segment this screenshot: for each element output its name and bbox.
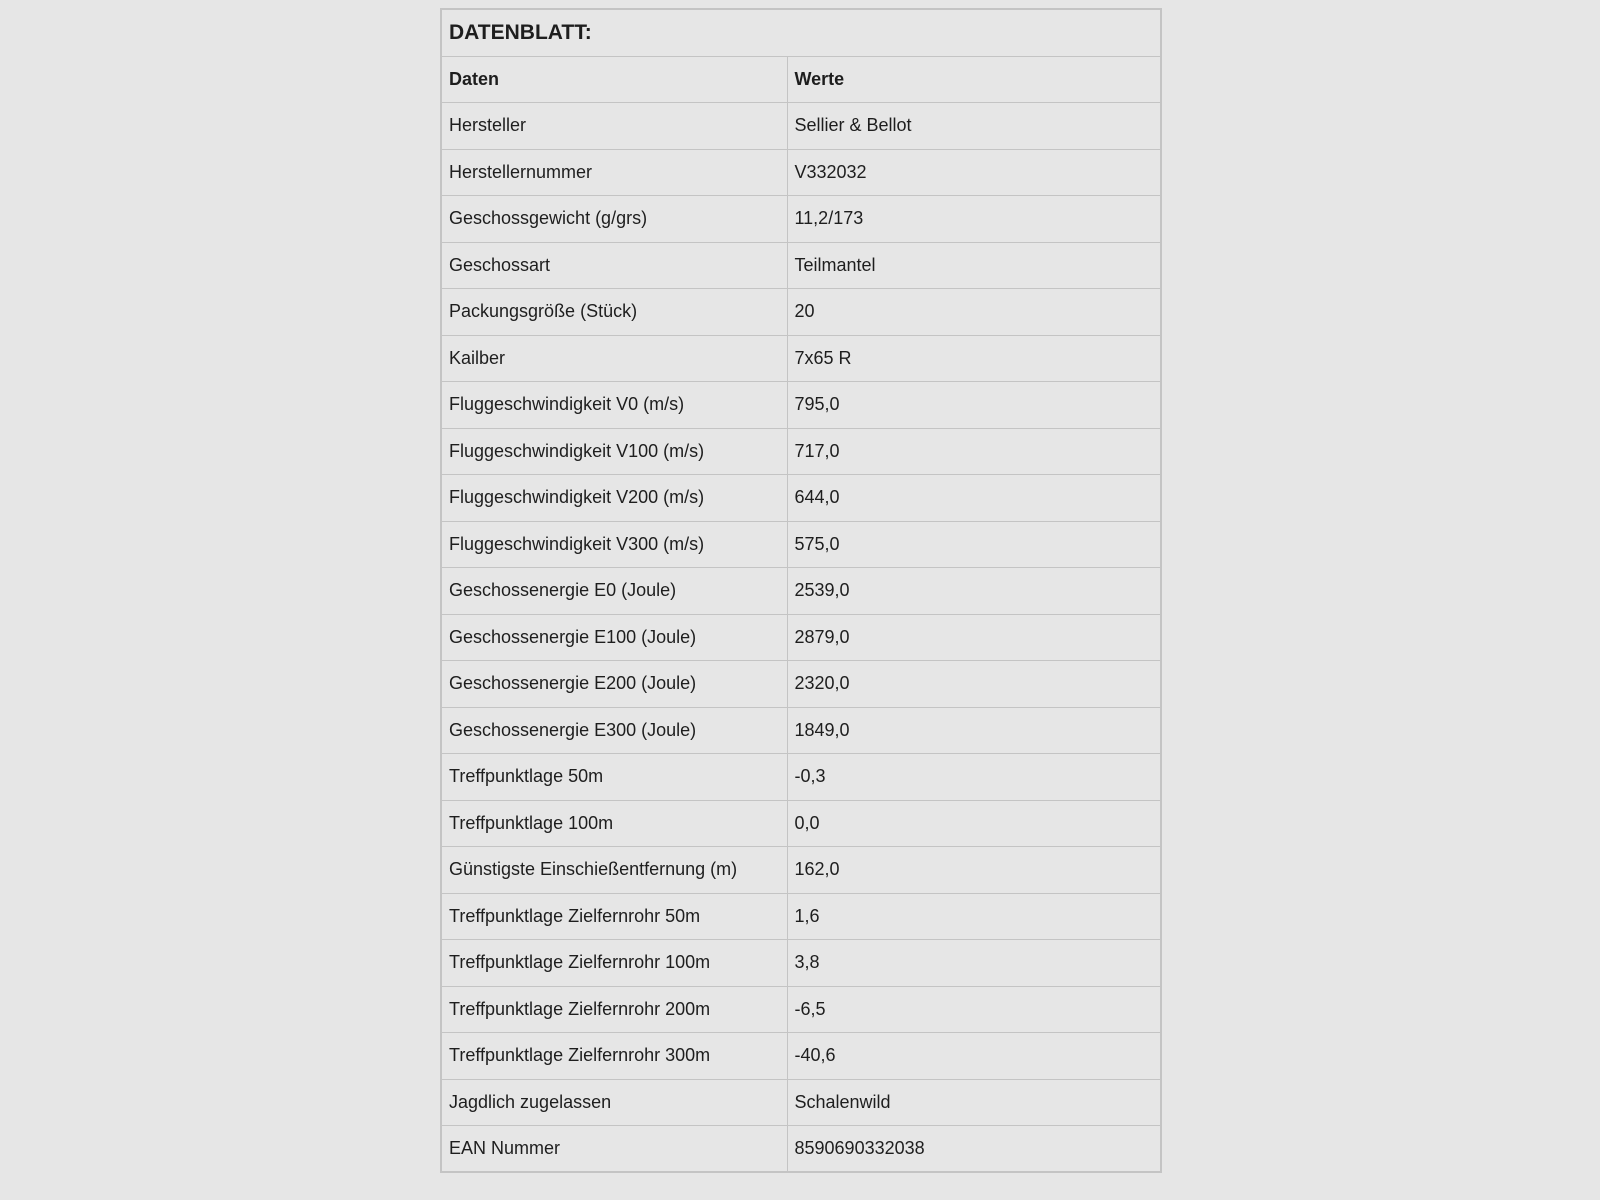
row-label: Treffpunktlage Zielfernrohr 300m xyxy=(441,1033,787,1080)
row-value: 8590690332038 xyxy=(787,1126,1161,1173)
table-row xyxy=(441,568,1161,615)
row-label: Kailber xyxy=(441,335,787,382)
row-value: 2320,0 xyxy=(787,661,1161,708)
table-row xyxy=(441,893,1161,940)
row-label: Geschossenergie E0 (Joule) xyxy=(441,568,787,615)
row-label: Packungsgröße (Stück) xyxy=(441,289,787,336)
table-row xyxy=(441,103,1161,150)
title-row xyxy=(441,9,1161,56)
row-value: Sellier & Bellot xyxy=(787,103,1161,150)
row-value: 795,0 xyxy=(787,382,1161,429)
row-value: 3,8 xyxy=(787,940,1161,987)
datasheet-title: DATENBLATT: xyxy=(441,9,1161,56)
row-value: 2879,0 xyxy=(787,614,1161,661)
row-value: Schalenwild xyxy=(787,1079,1161,1126)
row-label: Hersteller xyxy=(441,103,787,150)
row-value: 575,0 xyxy=(787,521,1161,568)
row-value: 644,0 xyxy=(787,475,1161,522)
row-value: -6,5 xyxy=(787,986,1161,1033)
row-value: 0,0 xyxy=(787,800,1161,847)
datasheet-table xyxy=(440,8,1162,1173)
row-label: Fluggeschwindigkeit V100 (m/s) xyxy=(441,428,787,475)
row-value: -40,6 xyxy=(787,1033,1161,1080)
row-label: Treffpunktlage Zielfernrohr 200m xyxy=(441,986,787,1033)
row-value: 7x65 R xyxy=(787,335,1161,382)
row-value: 162,0 xyxy=(787,847,1161,894)
row-value: Teilmantel xyxy=(787,242,1161,289)
row-label: Günstigste Einschießentfernung (m) xyxy=(441,847,787,894)
table-row xyxy=(441,289,1161,336)
row-label: Fluggeschwindigkeit V200 (m/s) xyxy=(441,475,787,522)
table-row xyxy=(441,661,1161,708)
row-value: 20 xyxy=(787,289,1161,336)
table-row xyxy=(441,940,1161,987)
row-label: Geschossenergie E300 (Joule) xyxy=(441,707,787,754)
row-label: Geschossenergie E200 (Joule) xyxy=(441,661,787,708)
row-value: 1,6 xyxy=(787,893,1161,940)
row-label: Treffpunktlage Zielfernrohr 100m xyxy=(441,940,787,987)
row-label: Geschossgewicht (g/grs) xyxy=(441,196,787,243)
row-value: 11,2/173 xyxy=(787,196,1161,243)
row-value: 717,0 xyxy=(787,428,1161,475)
row-label: Treffpunktlage 50m xyxy=(441,754,787,801)
row-label: Jagdlich zugelassen xyxy=(441,1079,787,1126)
column-header-daten: Daten xyxy=(441,56,787,103)
table-row xyxy=(441,242,1161,289)
table-row xyxy=(441,196,1161,243)
table-row xyxy=(441,1033,1161,1080)
table-row xyxy=(441,800,1161,847)
row-value: V332032 xyxy=(787,149,1161,196)
row-label: Fluggeschwindigkeit V0 (m/s) xyxy=(441,382,787,429)
table-row xyxy=(441,521,1161,568)
table-row xyxy=(441,382,1161,429)
table-row xyxy=(441,1126,1161,1173)
row-label: Geschossart xyxy=(441,242,787,289)
table-row xyxy=(441,475,1161,522)
table-row xyxy=(441,986,1161,1033)
table-row xyxy=(441,614,1161,661)
datasheet-body xyxy=(441,103,1161,1173)
table-row xyxy=(441,428,1161,475)
row-label: EAN Nummer xyxy=(441,1126,787,1173)
table-row xyxy=(441,335,1161,382)
row-value: 2539,0 xyxy=(787,568,1161,615)
table-row xyxy=(441,149,1161,196)
table-row xyxy=(441,754,1161,801)
row-label: Treffpunktlage Zielfernrohr 50m xyxy=(441,893,787,940)
row-label: Geschossenergie E100 (Joule) xyxy=(441,614,787,661)
row-label: Treffpunktlage 100m xyxy=(441,800,787,847)
column-header-werte: Werte xyxy=(787,56,1161,103)
row-value: 1849,0 xyxy=(787,707,1161,754)
table-row xyxy=(441,1079,1161,1126)
row-value: -0,3 xyxy=(787,754,1161,801)
header-row xyxy=(441,56,1161,103)
row-label: Fluggeschwindigkeit V300 (m/s) xyxy=(441,521,787,568)
table-row xyxy=(441,707,1161,754)
row-label: Herstellernummer xyxy=(441,149,787,196)
table-row xyxy=(441,847,1161,894)
